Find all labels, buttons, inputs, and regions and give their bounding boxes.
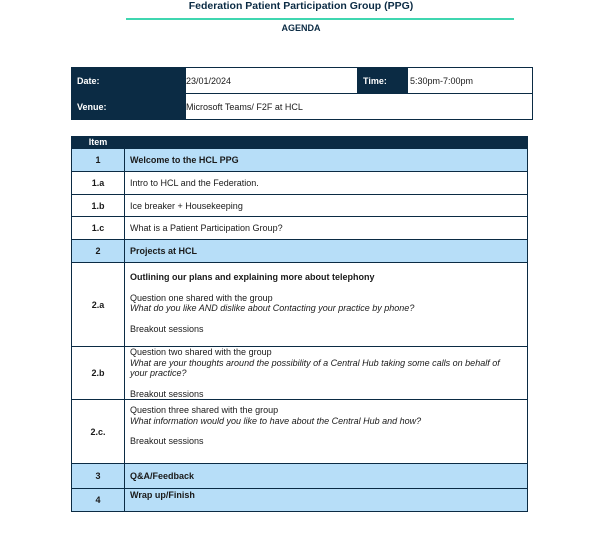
agenda-row <box>72 239 527 262</box>
item-text: Ice breaker + Housekeeping <box>130 200 243 211</box>
item-text: Q&A/Feedback <box>130 471 195 481</box>
item-text <box>125 347 527 399</box>
date-time-row <box>72 68 532 93</box>
time-value: 5:30pm-7:00pm <box>407 68 532 93</box>
question-text: What do you like AND dislike about Contacting your practice by phone? <box>130 303 415 313</box>
question-text: What information would you like to have about the Central Hub and how? <box>130 415 422 426</box>
agenda-row <box>72 171 527 194</box>
item-text: Welcome to the HCL PPG <box>130 155 239 165</box>
time-label: Time: <box>357 68 407 93</box>
meeting-info-table <box>71 67 533 120</box>
venue-label: Venue: <box>72 94 186 119</box>
item-number: 3 <box>72 464 125 488</box>
question-text: What are your thoughts around the possibility of a Central Hub taking some calls on behalf of <box>130 357 500 368</box>
item-text: Wrap up/Finish <box>130 490 195 500</box>
document-title: Federation Patient Participation Group (PPG) <box>188 0 414 12</box>
item-number: 1 <box>72 149 125 171</box>
date-label: Date: <box>72 68 186 93</box>
item-note: Breakout sessions <box>130 388 204 399</box>
agenda-header-row <box>72 137 527 148</box>
agenda-row <box>72 148 527 171</box>
question-label: Question one shared with the group <box>130 292 273 303</box>
item-number: 2.a <box>72 263 125 346</box>
item-text <box>125 263 527 346</box>
item-text: Intro to HCL and the Federation. <box>130 178 259 188</box>
item-note: Breakout sessions <box>130 323 204 334</box>
agenda-row <box>72 262 527 346</box>
venue-row <box>72 93 532 119</box>
item-text <box>125 400 527 463</box>
date-value: 23/01/2024 <box>186 75 232 86</box>
agenda-row <box>72 399 527 463</box>
venue-value: Microsoft Teams/ F2F at HCL <box>186 101 303 112</box>
agenda-row <box>72 216 527 239</box>
question-text-continued: your practice? <box>130 368 187 378</box>
agenda-row <box>72 194 527 216</box>
item-number: 4 <box>72 489 125 511</box>
title-underline <box>126 18 514 20</box>
item-number: 1.c <box>72 217 125 239</box>
question-label: Question two shared with the group <box>130 347 272 357</box>
item-text: Projects at HCL <box>130 246 198 256</box>
item-number: 1.b <box>72 195 125 216</box>
agenda-row <box>72 463 527 488</box>
item-text: What is a Patient Participation Group? <box>130 223 283 233</box>
item-number: 2.b <box>72 347 125 399</box>
document-subtitle: AGENDA <box>281 23 321 33</box>
item-column-header: Item <box>72 137 125 148</box>
agenda-table <box>71 136 528 512</box>
question-label: Question three shared with the group <box>130 405 279 415</box>
item-heading: Outlining our plans and explaining more about telephony <box>130 272 375 282</box>
item-number: 1.a <box>72 172 125 194</box>
agenda-row <box>72 488 527 511</box>
item-number: 2 <box>72 240 125 262</box>
agenda-row <box>72 346 527 399</box>
item-number: 2.c. <box>72 400 125 463</box>
item-note: Breakout sessions <box>130 436 204 446</box>
